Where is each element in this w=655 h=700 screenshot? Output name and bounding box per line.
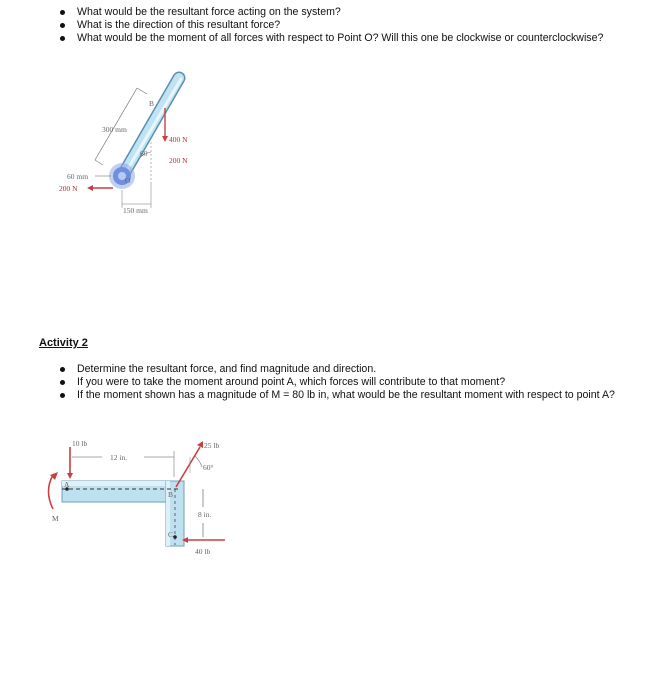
force-400-label: 400 N bbox=[169, 135, 188, 144]
force-10-label: 10 lb bbox=[72, 439, 88, 448]
angle-60-label: 60 bbox=[140, 149, 148, 158]
question-item: What would be the resultant force acting on the system? bbox=[55, 6, 615, 19]
force-200-left-label: 200 N bbox=[59, 184, 78, 193]
point-c-label: C bbox=[168, 530, 174, 539]
dim-150-label: 150 mm bbox=[123, 206, 148, 215]
pin-o-icon bbox=[109, 163, 135, 189]
angle-60-label: 60° bbox=[203, 463, 214, 472]
activity-title: Activity 2 bbox=[39, 337, 88, 349]
question-item: If you were to take the moment around point A, which forces will contribute to that moment? bbox=[55, 376, 635, 389]
point-o-label: O bbox=[125, 176, 131, 185]
question-list-1 bbox=[55, 6, 615, 45]
dim-60-label: 60 mm bbox=[67, 172, 89, 181]
dim-300-label: 300 mm bbox=[102, 125, 127, 134]
l-member-figure bbox=[40, 437, 240, 562]
lever-figure bbox=[55, 70, 205, 220]
point-b-label: B bbox=[168, 490, 174, 499]
dim-12-label: 12 in. bbox=[110, 453, 128, 462]
question-item: If the moment shown has a magnitude of M = 80 lb in, what would be the resultant moment with respect to point A? bbox=[55, 389, 635, 402]
question-item: Determine the resultant force, and find magnitude and direction. bbox=[55, 363, 635, 376]
point-b-label: B bbox=[149, 99, 155, 108]
point-a-label: A bbox=[64, 480, 70, 489]
moment-m-label: M bbox=[52, 514, 59, 523]
force-200-right-label: 200 N bbox=[169, 156, 188, 165]
horizontal-bar bbox=[62, 481, 172, 502]
question-item: What would be the moment of all forces with respect to Point O? Will this one be clockwise or counterclockwise? bbox=[55, 32, 615, 45]
force-25-label: 25 lb bbox=[204, 441, 220, 450]
force-40-label: 40 lb bbox=[195, 547, 211, 556]
dim-8-label: 8 in. bbox=[198, 510, 212, 519]
question-list-2 bbox=[55, 363, 635, 402]
question-item: What is the direction of this resultant force? bbox=[55, 19, 615, 32]
